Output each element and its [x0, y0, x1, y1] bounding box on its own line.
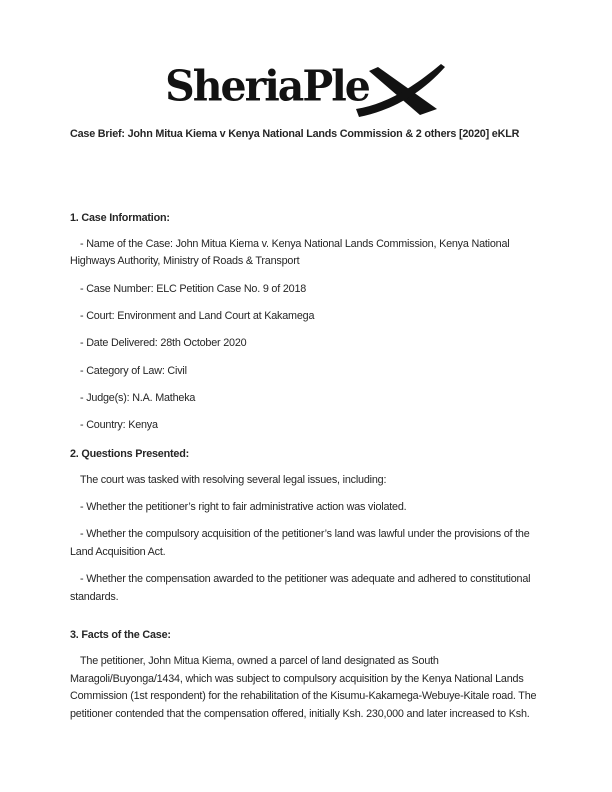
case-detail-country: - Country: Kenya: [80, 419, 158, 432]
section-facts-of-the-case: [70, 627, 546, 724]
section-heading-case-information: 1. Case Information:: [70, 211, 170, 224]
document-body: [70, 126, 546, 734]
questions-intro: The court was tasked with resolving several legal issues, including:: [80, 473, 387, 486]
section-case-information: [70, 210, 546, 435]
section-heading-questions-presented: 2. Questions Presented:: [70, 447, 190, 460]
case-detail-name: - Name of the Case: John Mitua Kiema v. Kenya National Lands Commission, Kenya National Highways Authority, Ministry of Roads & Transport: [70, 237, 510, 268]
question-item-1: - Whether the petitioner’s right to fair administrative action was violated.: [80, 501, 407, 514]
facts-paragraph: The petitioner, John Mitua Kiema, owned a parcel of land designated as South Maragoli/Buyonga/1434, which was subject to compulsory acquisition by the Kenya National Lands Commission (1st respondent) for the rehabilitation of the Kisumu-Kakamega-Webuye-Kitale road. The petitioner contended that the compensation offered, initially Ksh. 230,000 and later increased to Ksh.: [70, 654, 537, 721]
case-detail-date: - Date Delivered: 28th October 2020: [80, 337, 247, 350]
section-heading-facts: 3. Facts of the Case:: [70, 629, 171, 642]
logo-wordmark: SheriaPle: [165, 61, 369, 111]
case-brief-title: Case Brief: John Mitua Kiema v Kenya National Lands Commission & 2 others [2020] eKLR: [70, 128, 520, 140]
case-detail-number: - Case Number: ELC Petition Case No. 9 of 2018: [80, 282, 307, 295]
section-questions-presented: [70, 446, 546, 607]
sheriaplex-logo: [0, 61, 612, 120]
case-detail-judges: - Judge(s): N.A. Matheka: [80, 391, 196, 404]
question-item-3: - Whether the compensation awarded to the petitioner was adequate and adhered to constitutional standards.: [70, 573, 531, 604]
case-detail-court: - Court: Environment and Land Court at Kakamega: [80, 309, 315, 322]
case-detail-category: - Category of Law: Civil: [80, 364, 187, 377]
question-item-2: - Whether the compulsory acquisition of the petitioner’s land was lawful under the provisions of the Land Acquisition Act.: [70, 528, 530, 559]
